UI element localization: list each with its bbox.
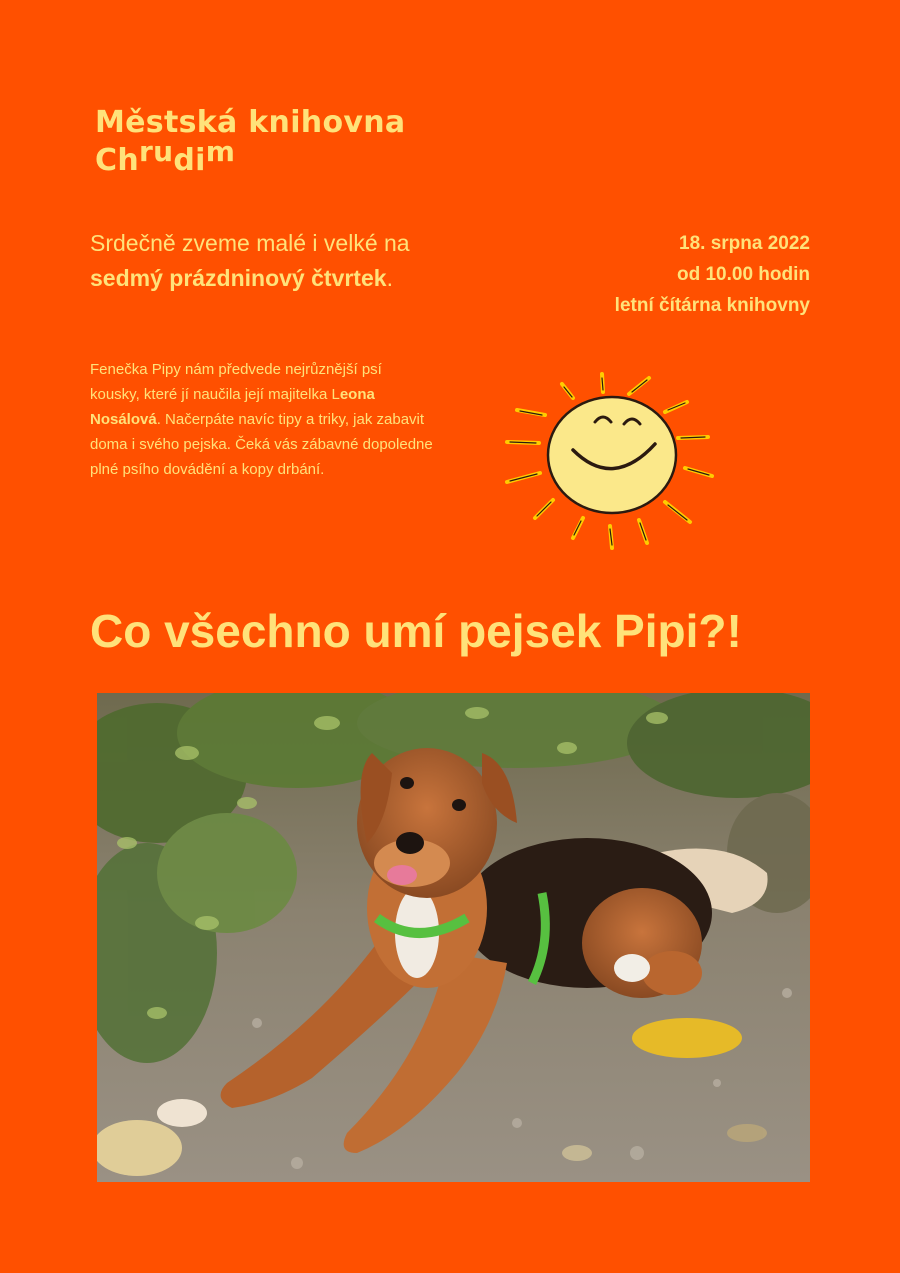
- event-description: Fenečka Pipy nám předvede nejrůznější psí kousky, které jí naučila její majitelka Leona Nosálová. Načerpáte navíc tipy a triky, jak zabavit doma i svého pejska. Čeká vás zábavné dopoledne plné psího dovádění a kopy drbání.: [90, 361, 433, 478]
- headline: Co všechno umí pejsek Pipi?!: [90, 605, 742, 657]
- logo-line1: Městská knihovna: [95, 105, 406, 140]
- owner-name: eona Nosálová: [90, 386, 375, 428]
- smiling-sun-icon: [495, 360, 720, 560]
- invitation-text: Srdečně zveme malé i velké na sedmý prázdninový čtvrtek.: [90, 230, 410, 291]
- event-place: letní čítárna knihovny: [614, 295, 810, 316]
- event-time: od 10.00 hodin: [676, 264, 810, 285]
- event-date: 18. srpna 2022: [679, 233, 810, 254]
- event-details: [510, 228, 810, 321]
- invitation-highlight: sedmý prázdninový čtvrtek: [90, 265, 387, 291]
- library-logo: [95, 104, 405, 180]
- logo-line2: Chrudim: [95, 135, 236, 178]
- dog-photo: [97, 693, 810, 1182]
